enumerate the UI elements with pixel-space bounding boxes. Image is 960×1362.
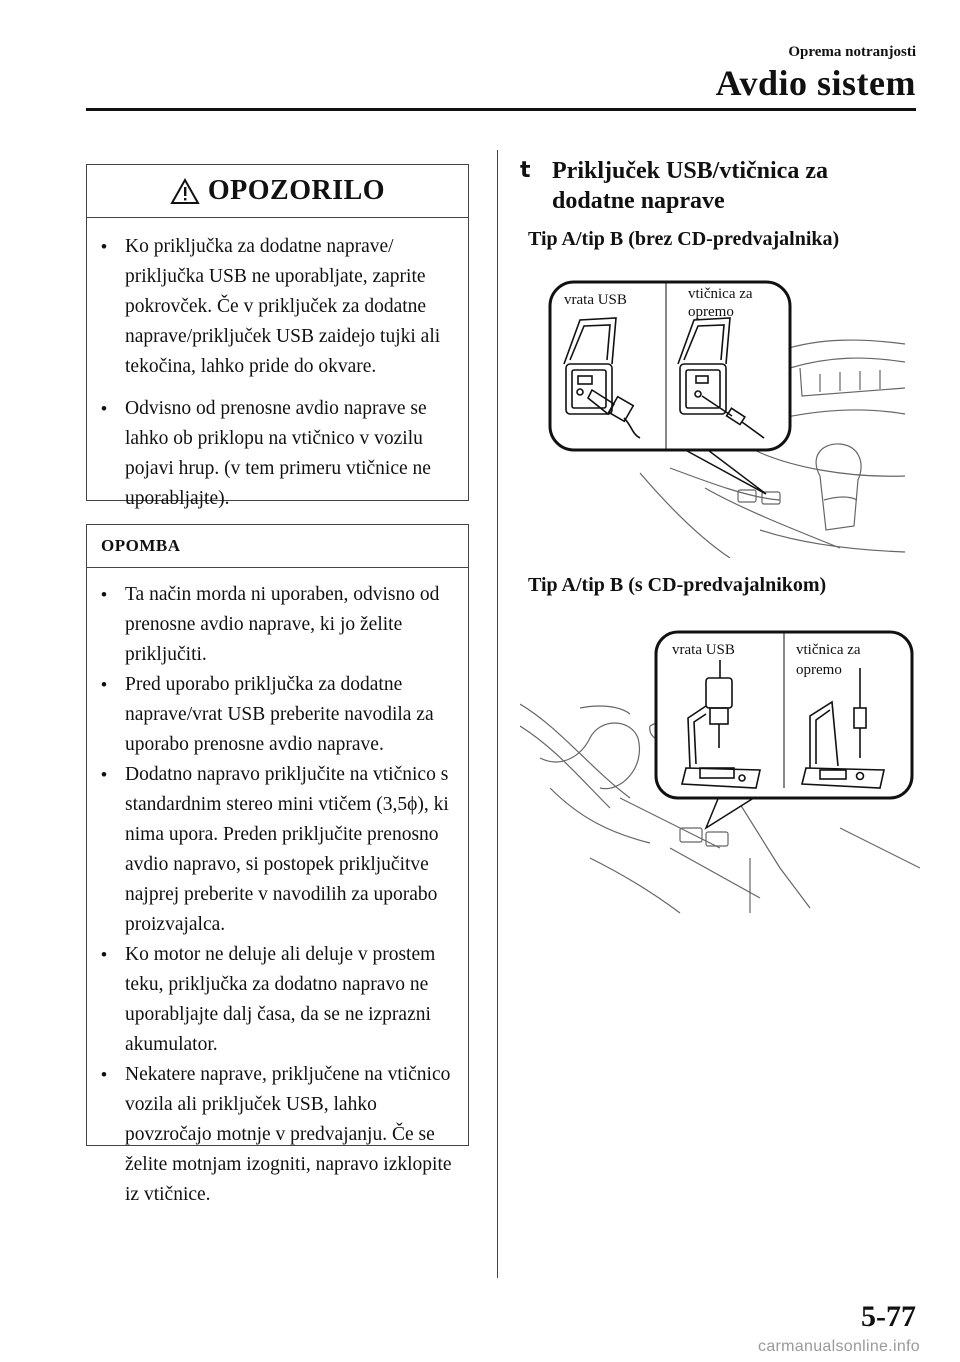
bullet-icon: • bbox=[101, 237, 107, 256]
warning-text: Ko priključka za dodatne naprave/ priključka USB ne uporabljate, zaprite pokrovček. Če v priključek za dodatne naprave/priključek USB zaidejo tujki ali tekočina, lahko pride do okvare. bbox=[125, 236, 441, 377]
list-item bbox=[101, 760, 456, 940]
warning-header bbox=[87, 165, 468, 218]
note-text: Nekatere naprave, priključene na vtičnico vozila ali priključek USB, lahko povzročajo motnje v predvajanju. Če se želite motnjam izogniti, napravo izklopite iz vtičnice. bbox=[125, 1064, 452, 1205]
figure2-illustration bbox=[520, 618, 920, 918]
figure2-caption: Tip A/tip B (s CD-predvajalnikom) bbox=[528, 574, 827, 596]
figure1-illustration bbox=[520, 268, 910, 558]
list-item bbox=[101, 940, 456, 1060]
note-text: Dodatno napravo priključite na vtičnico s standardnim stereo mini vtičem (3,5ϕ), ki nima upora. Preden priključite prenosno avdio napravo, si postopek priključitve najprej preberite v navodilih za uporabo proizvajalca. bbox=[125, 764, 449, 935]
note-text: Pred uporabo priključka za dodatne naprave/vrat USB preberite navodila za uporabo prenosne avdio naprave. bbox=[125, 674, 434, 755]
page-title: Avdio sistem bbox=[715, 63, 916, 103]
header-section-title: Oprema notranjosti bbox=[788, 44, 916, 60]
note-box bbox=[86, 524, 469, 1205]
bullet-icon: • bbox=[101, 675, 107, 694]
bullet-icon: • bbox=[101, 945, 107, 964]
note-header bbox=[87, 525, 468, 568]
warning-label: OPOZORILO bbox=[207, 175, 386, 206]
section-heading-text: Priključek USB/vtičnica za dodatne naprave bbox=[552, 158, 828, 214]
note-list bbox=[87, 568, 468, 1210]
list-item bbox=[101, 580, 456, 670]
note-label: OPOMBA bbox=[101, 536, 181, 555]
bullet-icon: • bbox=[101, 765, 107, 784]
page-number: 5-77 bbox=[861, 1300, 916, 1333]
aux-jack-label-line2: opremo bbox=[688, 304, 734, 320]
list-item bbox=[101, 394, 456, 514]
note-text: Ko motor ne deluje ali deluje v prostem teku, priključka za dodatno napravo ne uporabljajte dalj časa, da se ne izprazni akumulator. bbox=[125, 944, 436, 1055]
usb-port-label: vrata USB bbox=[672, 642, 735, 658]
bullet-icon: • bbox=[101, 1065, 107, 1084]
aux-jack-label-line1: vtičnica za bbox=[688, 286, 753, 302]
aux-jack-label-line2: opremo bbox=[796, 662, 842, 678]
list-item bbox=[101, 232, 456, 382]
bullet-icon: • bbox=[101, 399, 107, 418]
warning-box bbox=[86, 164, 469, 509]
section-marker: t bbox=[520, 158, 531, 183]
warning-text: Odvisno od prenosne avdio naprave se lahko ob priklopu na vtičnico v vozilu pojavi hrup. (v tem primeru vtičnice ne uporabljajte). bbox=[125, 398, 431, 509]
bullet-icon: • bbox=[101, 585, 107, 604]
list-item bbox=[101, 670, 456, 760]
watermark: carmanualsonline.info bbox=[758, 1338, 920, 1355]
note-text: Ta način morda ni uporaben, odvisno od prenosne avdio naprave, ki jo želite priključiti. bbox=[125, 584, 440, 665]
usb-port-label: vrata USB bbox=[564, 292, 627, 308]
aux-jack-label-line1: vtičnica za bbox=[796, 642, 861, 658]
figure1-caption: Tip A/tip B (brez CD-predvajalnika) bbox=[528, 228, 840, 250]
warning-triangle-icon bbox=[170, 178, 200, 205]
warning-list bbox=[87, 218, 468, 514]
section-heading bbox=[520, 156, 882, 216]
list-item bbox=[101, 1060, 456, 1210]
header-rule bbox=[86, 108, 916, 111]
column-divider bbox=[497, 150, 498, 1278]
